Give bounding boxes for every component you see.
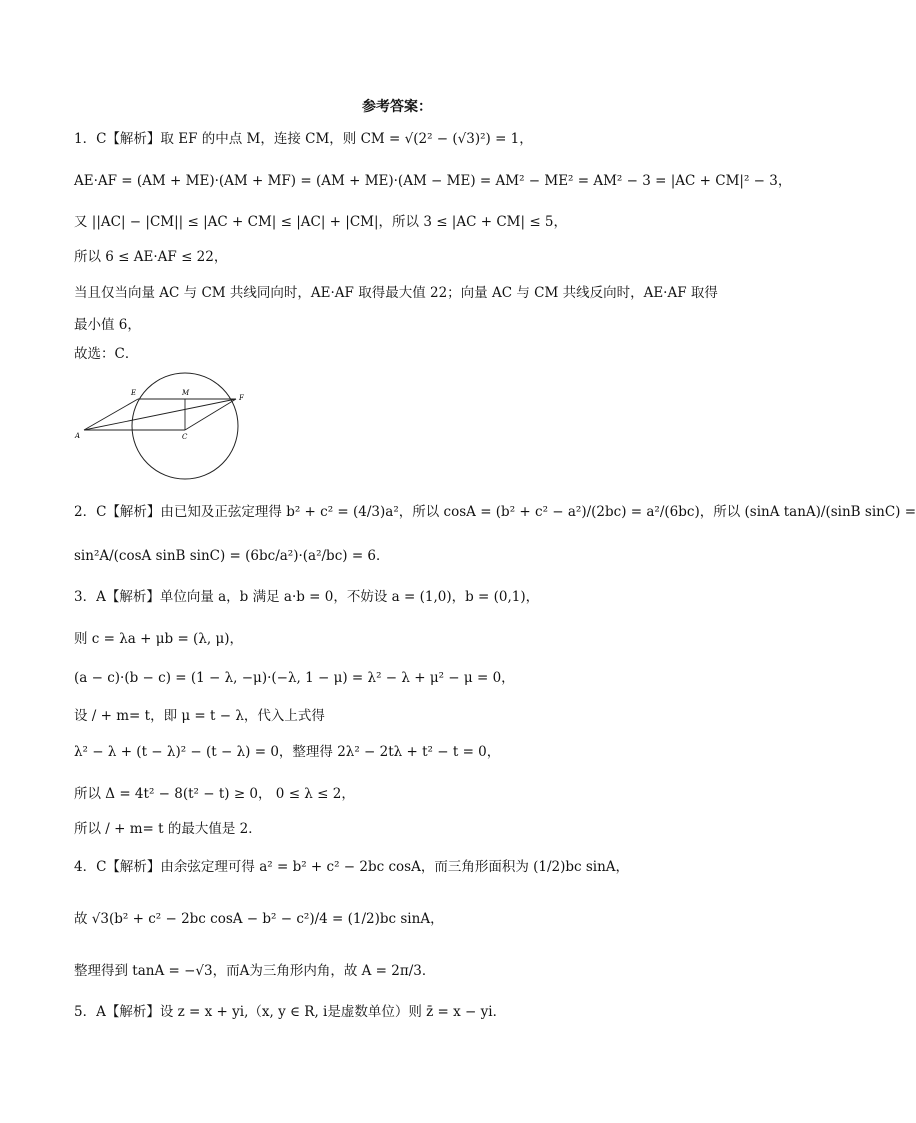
- label-m: M: [182, 389, 190, 397]
- q1-line-4: 所以 6 ≤ AE·AF ≤ 22，: [74, 249, 228, 265]
- q4-line-3: 整理得到 tanA = −√3，而A为三角形内角，故 A = 2π/3．: [74, 963, 436, 979]
- segment-cf: [185, 399, 236, 430]
- q3-line-5: λ² − λ + (t − λ)² − (t − λ) = 0，整理得 2λ² − 2tλ + t² − t = 0，: [74, 744, 501, 760]
- q1-line-1: 1．C【解析】取 EF 的中点 M，连接 CM，则 CM = √(2² − (√3)²) = 1，: [74, 131, 533, 147]
- q2-line-1: 2．C【解析】由已知及正弦定理得 b² + c² = (4/3)a²，所以 cosA = (b² + c² − a²)/(2bc) = a²/(6bc)，所以 (sinA tanA)/(sinB sinC) =: [74, 504, 916, 520]
- circle-diagram: [74, 372, 254, 482]
- q3-line-6: 所以 Δ = 4t² − 8(t² − t) ≥ 0， 0 ≤ λ ≤ 2，: [74, 786, 355, 802]
- q5-line-1: 5．A【解析】设 z = x + yi,（x, y ∈ R, i是虚数单位）则 z̄ = x − yi．: [74, 1004, 507, 1020]
- segment-ae: [84, 399, 138, 430]
- q1-line-7: 故选：C．: [74, 346, 139, 362]
- label-a: A: [75, 432, 81, 440]
- label-c: C: [182, 433, 188, 441]
- q3-line-2: 则 c = λa + μb = (λ, μ)，: [74, 631, 244, 647]
- q2-line-2: sin²A/(cosA sinB sinC) = (6bc/a²)·(a²/bc) = 6．: [74, 548, 390, 564]
- q4-line-1: 4．C【解析】由余弦定理可得 a² = b² + c² − 2bc cosA，而三角形面积为 (1/2)bc sinA，: [74, 859, 630, 875]
- q1-line-6: 最小值 6，: [74, 317, 141, 333]
- q3-line-3: (a − c)·(b − c) = (1 − λ, −μ)·(−λ, 1 − μ) = λ² − λ + μ² − μ = 0，: [74, 670, 515, 686]
- q3-line-4: 设 / + m= t，即 μ = t − λ，代入上式得: [74, 708, 325, 724]
- q3-line-7: 所以 / + m= t 的最大值是 2．: [74, 821, 262, 837]
- q1-line-3: 又 ||AC| − |CM|| ≤ |AC + CM| ≤ |AC| + |CM|，所以 3 ≤ |AC + CM| ≤ 5，: [74, 214, 568, 230]
- q3-line-1: 3．A【解析】单位向量 a，b 满足 a·b = 0，不妨设 a = (1,0)，b = (0,1)，: [74, 589, 540, 605]
- segment-af: [84, 399, 236, 430]
- label-e: E: [131, 389, 137, 397]
- q1-line-2: AE·AF = (AM + ME)·(AM + MF) = (AM + ME)·(AM − ME) = AM² − ME² = AM² − 3 = |AC + CM|² − 3，: [74, 173, 792, 189]
- page-title: 参考答案：: [362, 99, 432, 115]
- label-f: F: [239, 394, 244, 402]
- q1-line-5: 当且仅当向量 AC 与 CM 共线同向时，AE·AF 取得最大值 22；向量 AC 与 CM 共线反向时，AE·AF 取得: [74, 285, 718, 301]
- q4-line-2: 故 √3(b² + c² − 2bc cosA − b² − c²)/4 = (1/2)bc sinA，: [74, 911, 444, 927]
